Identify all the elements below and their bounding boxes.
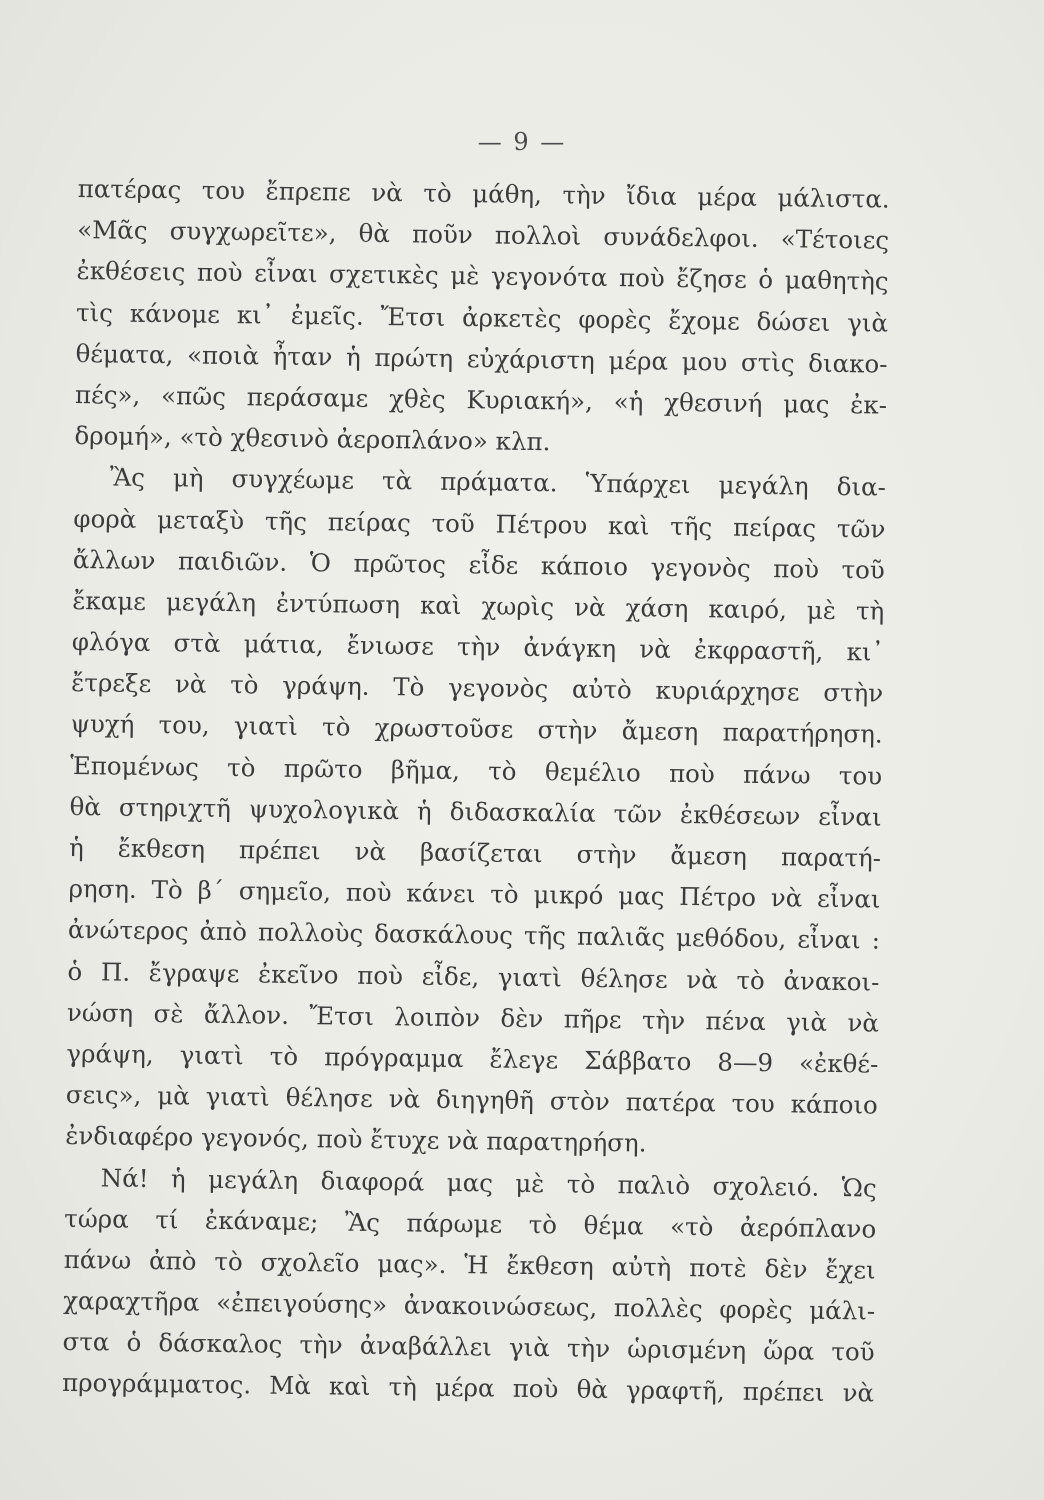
text-line: φλόγα στὰ μάτια, ἔνιωσε τὴν ἀνάγκη νὰ ἐκφραστῆ, κι᾽ [71,627,884,667]
text-line: ἡ ἔκθεση πρέπει νὰ βασίζεται στὴν ἄμεση παρατή- [68,832,882,873]
text-line: ἔτρεξε νὰ τὸ γράψη. Τὸ γεγονὸς αὐτὸ κυριάρχησε στὴν [71,668,884,708]
text-line: θέματα, «ποιὰ ἦταν ἡ πρώτη εὐχάριστη μέρα μου στὶς διακο- [75,338,888,379]
text-line: ὁ Π. ἔγραψε ἐκεῖνο ποὺ εἶδε, γιατὶ θέλησε νὰ τὸ ἀνακοι- [67,956,880,997]
text-line: πάνω ἀπὸ τὸ σχολεῖο μας». Ἡ ἔκθεση αὐτὴ ποτὲ δὲν ἔχει [63,1244,876,1285]
text-line: προγράμματος. Μὰ καὶ τὴ μέρα ποὺ θὰ γραφτῆ, πρέπει νὰ [61,1368,875,1408]
text-line: φορὰ μεταξὺ τῆς πείρας τοῦ Πέτρου καὶ τῆς πείρας τῶν [73,503,886,544]
text-line: στα ὁ δάσκαλος τὴν ἀναβάλλει γιὰ τὴν ὡρισμένη ὥρα τοῦ [62,1327,875,1367]
text-line: νώση σὲ ἄλλον. Ἔτσι λοιπὸν δὲν πῆρε τὴν πένα γιὰ νὰ [66,997,880,1038]
text-line: γράψη, γιατὶ τὸ πρόγραμμα ἔλεγε Σάββατο 8—9 «ἐκθέ- [66,1038,879,1079]
text-line: θὰ στηριχτῆ ψυχολογικὰ ἡ διδασκαλία τῶν ἐκθέσεων εἶναι [69,791,882,832]
text-line: ρηση. Τὸ β´ σημεῖο, ποὺ κάνει τὸ μικρό μας Πέτρο νὰ εἶναι [68,874,881,914]
text-line: τώρα τί ἐκάναμε; Ἂς πάρωμε τὸ θέμα «τὸ ἀερόπλανο [64,1203,877,1244]
body-text [62,168,890,1414]
text-line: ἔκαμε μεγάλη ἐντύπωση καὶ χωρὶς νὰ χάση καιρό, μὲ τὴ [72,585,885,626]
text-line: «Μᾶς συγχωρεῖτε», θὰ ποῦν πολλοὶ συνάδελφοι. «Τέτοιες [77,215,890,255]
text-line: πές», «πῶς περάσαμε χθὲς Κυριακή», «ἡ χθεσινή μας ἐκ- [74,379,888,420]
text-line: Ἂς μὴ συγχέωμε τὰ πράματα. Ὑπάρχει μεγάλη δια- [109,462,887,502]
text-line: σεις», μὰ γιατὶ θέλησε νὰ διηγηθῆ στὸν πατέρα του κάποιο [65,1080,878,1120]
text-line: ψυχή του, γιατὶ τὸ χρωστοῦσε στὴν ἄμεση παρατήρηση. [70,709,883,750]
text-line: ἀνώτερος ἀπὸ πολλοὺς δασκάλους τῆς παλιᾶς μεθόδου, εἶναι : [67,915,881,955]
text-line: Νά! ἡ μεγάλη διαφορά μας μὲ τὸ παλιὸ σχολειό. Ὡς [100,1162,877,1203]
text-line: χαραχτῆρα «ἐπειγούσης» ἀνακοινώσεως, πολλὲς φορὲς μάλι- [62,1285,876,1326]
text-line: πατέρας του ἔπρεπε νὰ τὸ μάθη, τὴν ἴδια μέρα μάλιστα. [77,173,890,214]
text-line: δρομή», «τὸ χθεσινὸ ἀεροπλάνο» κλπ. [74,421,551,457]
page-number: — 9 — [477,128,567,156]
text-line: Ἑπομένως τὸ πρῶτο βῆμα, τὸ θεμέλιο ποὺ πάνω του [69,750,883,791]
text-line: ἐνδιαφέρο γεγονός, ποὺ ἔτυχε νὰ παρατηρήση. [65,1121,647,1158]
text-line: τὶς κάνομε κι᾽ ἐμεῖς. Ἔτσι ἀρκετὲς φορὲς ἔχομε δώσει γιὰ [75,297,889,338]
text-line: ἄλλων παιδιῶν. Ὁ πρῶτος εἶδε κάποιο γεγονὸς ποὺ τοῦ [72,544,885,585]
text-line: ἐκθέσεις ποὺ εἶναι σχετικὲς μὲ γεγονότα ποὺ ἔζησε ὁ μαθητὴς [76,256,889,296]
